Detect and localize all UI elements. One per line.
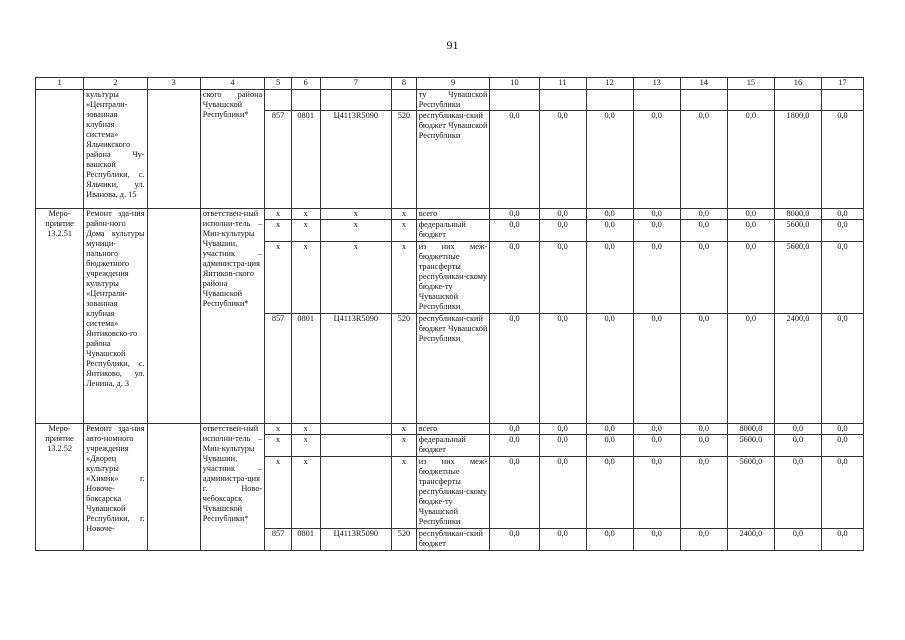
empty-cell bbox=[147, 90, 200, 209]
amount-cell: 0,0 bbox=[539, 314, 586, 424]
section-code-cell: 0801 bbox=[291, 314, 320, 424]
expense-type-cell: x bbox=[392, 242, 417, 314]
funding-source-cell: федеральный бюджет bbox=[416, 220, 490, 242]
target-article-cell bbox=[320, 457, 392, 529]
amount-cell: 0,0 bbox=[586, 314, 633, 424]
amount-cell bbox=[490, 90, 539, 111]
executor-cell: ответствен-ный исполни-тель – Мин-культуры Чувашии, участник – администра-ция г. Ново-чебоксарск Чувашской Республики* bbox=[200, 424, 264, 551]
amount-cell: 2400,0 bbox=[774, 314, 821, 424]
amount-cell: 0,0 bbox=[821, 529, 863, 551]
amount-cell: 0,0 bbox=[821, 435, 863, 457]
amount-cell: 0,0 bbox=[586, 424, 633, 435]
expense-type-cell: x bbox=[392, 220, 417, 242]
amount-cell bbox=[774, 90, 821, 111]
amount-cell: 1800,0 bbox=[774, 111, 821, 209]
amount-cell: 0,0 bbox=[774, 457, 821, 529]
amount-cell: 0,0 bbox=[490, 242, 539, 314]
amount-cell: 0,0 bbox=[680, 424, 727, 435]
grbs-code-cell: x bbox=[265, 220, 292, 242]
header-cell: 16 bbox=[774, 78, 821, 90]
section-code-cell: x bbox=[291, 457, 320, 529]
amount-cell: 0,0 bbox=[680, 529, 727, 551]
section-code-cell: x bbox=[291, 424, 320, 435]
amount-cell: 0,0 bbox=[774, 435, 821, 457]
amount-cell: 0,0 bbox=[727, 242, 774, 314]
event-description-cell: культуры «Централи-зованная клубная система» Яльчикского района Чу-вашской Республики, с. Яльчики, ул. Иванова, д. 15 bbox=[84, 90, 147, 209]
header-cell: 5 bbox=[265, 78, 292, 90]
header-cell: 2 bbox=[84, 78, 147, 90]
header-cell: 7 bbox=[320, 78, 392, 90]
amount-cell: 0,0 bbox=[539, 457, 586, 529]
section-code-cell: 0801 bbox=[291, 111, 320, 209]
amount-cell: 0,0 bbox=[633, 457, 680, 529]
amount-cell: 0,0 bbox=[539, 220, 586, 242]
header-cell: 12 bbox=[586, 78, 633, 90]
table-row bbox=[36, 424, 864, 435]
amount-cell: 0,0 bbox=[539, 529, 586, 551]
amount-cell: 0,0 bbox=[586, 220, 633, 242]
amount-cell bbox=[586, 90, 633, 111]
amount-cell: 2400,0 bbox=[727, 529, 774, 551]
header-cell: 3 bbox=[147, 78, 200, 90]
amount-cell: 0,0 bbox=[490, 111, 539, 209]
empty-cell bbox=[147, 209, 200, 424]
amount-cell: 0,0 bbox=[774, 424, 821, 435]
event-number-cell: Меро-приятие 13.2.52 bbox=[36, 424, 84, 551]
amount-cell: 8000,0 bbox=[774, 209, 821, 220]
amount-cell bbox=[821, 90, 863, 111]
amount-cell: 5600,0 bbox=[727, 457, 774, 529]
amount-cell: 0,0 bbox=[633, 424, 680, 435]
amount-cell: 0,0 bbox=[490, 220, 539, 242]
header-row bbox=[36, 78, 864, 90]
target-article-cell bbox=[320, 435, 392, 457]
amount-cell: 0,0 bbox=[586, 111, 633, 209]
header-cell: 14 bbox=[680, 78, 727, 90]
budget-table bbox=[35, 77, 864, 551]
expense-type-cell: x bbox=[392, 435, 417, 457]
header-cell: 15 bbox=[727, 78, 774, 90]
amount-cell: 0,0 bbox=[539, 424, 586, 435]
amount-cell: 0,0 bbox=[680, 242, 727, 314]
funding-source-cell: республикан-ский бюджет Чувашской Республики bbox=[416, 314, 490, 424]
header-cell: 11 bbox=[539, 78, 586, 90]
amount-cell: 0,0 bbox=[680, 314, 727, 424]
amount-cell bbox=[680, 90, 727, 111]
amount-cell: 0,0 bbox=[490, 457, 539, 529]
event-description-cell: Ремонт зда-ния район-ного Дома культуры муници-пального бюджетного учреждения культуры «Централи-зованная клубная система» Янтиковско-го района Чувашской Республики, с. Янтиково, ул. Ленина, д. 3 bbox=[84, 209, 147, 424]
target-article-cell: Ц4113R5090 bbox=[320, 529, 392, 551]
grbs-code-cell: 857 bbox=[265, 314, 292, 424]
funding-source-cell: из них меж-бюджетные трансферты республикан-скому бюдже-ту Чувашской Республики bbox=[416, 242, 490, 314]
table-row bbox=[36, 209, 864, 220]
executor-cell: ского района Чувашской Республики* bbox=[200, 90, 264, 209]
header-cell: 10 bbox=[490, 78, 539, 90]
header-cell: 1 bbox=[36, 78, 84, 90]
target-article-cell bbox=[320, 424, 392, 435]
expense-type-cell bbox=[392, 90, 417, 111]
expense-type-cell: x bbox=[392, 424, 417, 435]
expense-type-cell: 520 bbox=[392, 529, 417, 551]
amount-cell: 0,0 bbox=[490, 424, 539, 435]
event-description-cell: Ремонт зда-ния авто-номного учреждения «Дворец культуры «Химик» г. Новоче-боксарска Чувашской Республики, г. Новоче- bbox=[84, 424, 147, 551]
amount-cell: 0,0 bbox=[586, 209, 633, 220]
header-cell: 8 bbox=[392, 78, 417, 90]
amount-cell: 0,0 bbox=[539, 242, 586, 314]
expense-type-cell: x bbox=[392, 209, 417, 220]
amount-cell: 0,0 bbox=[633, 314, 680, 424]
amount-cell: 5600,0 bbox=[727, 435, 774, 457]
amount-cell: 0,0 bbox=[821, 457, 863, 529]
header-cell: 4 bbox=[200, 78, 264, 90]
grbs-code-cell: 857 bbox=[265, 111, 292, 209]
executor-cell: ответствен-ный исполни-тель – Мин-культуры Чувашии, участник – администра-ция Янтиков-ского района Чувашской Республики* bbox=[200, 209, 264, 424]
section-code-cell bbox=[291, 90, 320, 111]
amount-cell: 8000,0 bbox=[727, 424, 774, 435]
amount-cell: 0,0 bbox=[774, 529, 821, 551]
amount-cell: 0,0 bbox=[490, 314, 539, 424]
amount-cell: 0,0 bbox=[586, 435, 633, 457]
amount-cell: 0,0 bbox=[539, 435, 586, 457]
section-code-cell: x bbox=[291, 435, 320, 457]
empty-cell bbox=[147, 424, 200, 551]
amount-cell: 0,0 bbox=[539, 111, 586, 209]
amount-cell: 0,0 bbox=[680, 457, 727, 529]
amount-cell: 0,0 bbox=[680, 209, 727, 220]
amount-cell: 0,0 bbox=[727, 111, 774, 209]
grbs-code-cell: x bbox=[265, 435, 292, 457]
table-row bbox=[36, 90, 864, 111]
amount-cell: 0,0 bbox=[633, 529, 680, 551]
amount-cell: 0,0 bbox=[821, 209, 863, 220]
grbs-code-cell: x bbox=[265, 242, 292, 314]
event-number-cell: Меро-приятие 13.2.51 bbox=[36, 209, 84, 424]
amount-cell: 0,0 bbox=[821, 242, 863, 314]
amount-cell: 0,0 bbox=[680, 435, 727, 457]
event-number-cell bbox=[36, 90, 84, 209]
amount-cell bbox=[727, 90, 774, 111]
funding-source-cell: федеральный бюджет bbox=[416, 435, 490, 457]
target-article-cell: Ц4113R5090 bbox=[320, 111, 392, 209]
amount-cell: 0,0 bbox=[586, 242, 633, 314]
section-code-cell: x bbox=[291, 242, 320, 314]
amount-cell: 0,0 bbox=[490, 435, 539, 457]
header-cell: 9 bbox=[416, 78, 490, 90]
grbs-code-cell: x bbox=[265, 424, 292, 435]
grbs-code-cell: 857 bbox=[265, 529, 292, 551]
amount-cell: 0,0 bbox=[821, 220, 863, 242]
amount-cell: 0,0 bbox=[539, 209, 586, 220]
amount-cell: 5600,0 bbox=[774, 242, 821, 314]
funding-source-cell: республикан-ский бюджет bbox=[416, 529, 490, 551]
amount-cell bbox=[539, 90, 586, 111]
amount-cell: 0,0 bbox=[727, 220, 774, 242]
page-number: 91 bbox=[446, 38, 459, 52]
funding-source-cell: из них меж-бюджетные трансферты республикан-скому бюдже-ту Чувашской Республики bbox=[416, 457, 490, 529]
amount-cell: 0,0 bbox=[633, 209, 680, 220]
amount-cell: 0,0 bbox=[586, 529, 633, 551]
section-code-cell: 0801 bbox=[291, 529, 320, 551]
amount-cell bbox=[633, 90, 680, 111]
amount-cell: 0,0 bbox=[633, 242, 680, 314]
amount-cell: 0,0 bbox=[821, 424, 863, 435]
target-article-cell: x bbox=[320, 220, 392, 242]
funding-source-cell: всего bbox=[416, 424, 490, 435]
header-cell: 17 bbox=[821, 78, 863, 90]
expense-type-cell: x bbox=[392, 457, 417, 529]
grbs-code-cell: x bbox=[265, 457, 292, 529]
amount-cell: 0,0 bbox=[680, 111, 727, 209]
target-article-cell: Ц4113R5090 bbox=[320, 314, 392, 424]
funding-source-cell: всего bbox=[416, 209, 490, 220]
grbs-code-cell bbox=[265, 90, 292, 111]
grbs-code-cell: x bbox=[265, 209, 292, 220]
header-cell: 13 bbox=[633, 78, 680, 90]
expense-type-cell: 520 bbox=[392, 314, 417, 424]
section-code-cell: x bbox=[291, 220, 320, 242]
header-cell: 6 bbox=[291, 78, 320, 90]
funding-source-cell: республикан-ский бюджет Чувашской Республики bbox=[416, 111, 490, 209]
target-article-cell: x bbox=[320, 209, 392, 220]
target-article-cell: x bbox=[320, 242, 392, 314]
amount-cell: 0,0 bbox=[821, 314, 863, 424]
amount-cell: 0,0 bbox=[633, 111, 680, 209]
expense-type-cell: 520 bbox=[392, 111, 417, 209]
amount-cell: 0,0 bbox=[680, 220, 727, 242]
amount-cell: 0,0 bbox=[727, 209, 774, 220]
amount-cell: 0,0 bbox=[633, 435, 680, 457]
section-code-cell: x bbox=[291, 209, 320, 220]
amount-cell: 0,0 bbox=[586, 457, 633, 529]
amount-cell: 5600,0 bbox=[774, 220, 821, 242]
funding-source-cell: ту Чувашской Республики bbox=[416, 90, 490, 111]
amount-cell: 0,0 bbox=[821, 111, 863, 209]
amount-cell: 0,0 bbox=[633, 220, 680, 242]
amount-cell: 0,0 bbox=[490, 209, 539, 220]
amount-cell: 0,0 bbox=[490, 529, 539, 551]
amount-cell: 0,0 bbox=[727, 314, 774, 424]
target-article-cell bbox=[320, 90, 392, 111]
